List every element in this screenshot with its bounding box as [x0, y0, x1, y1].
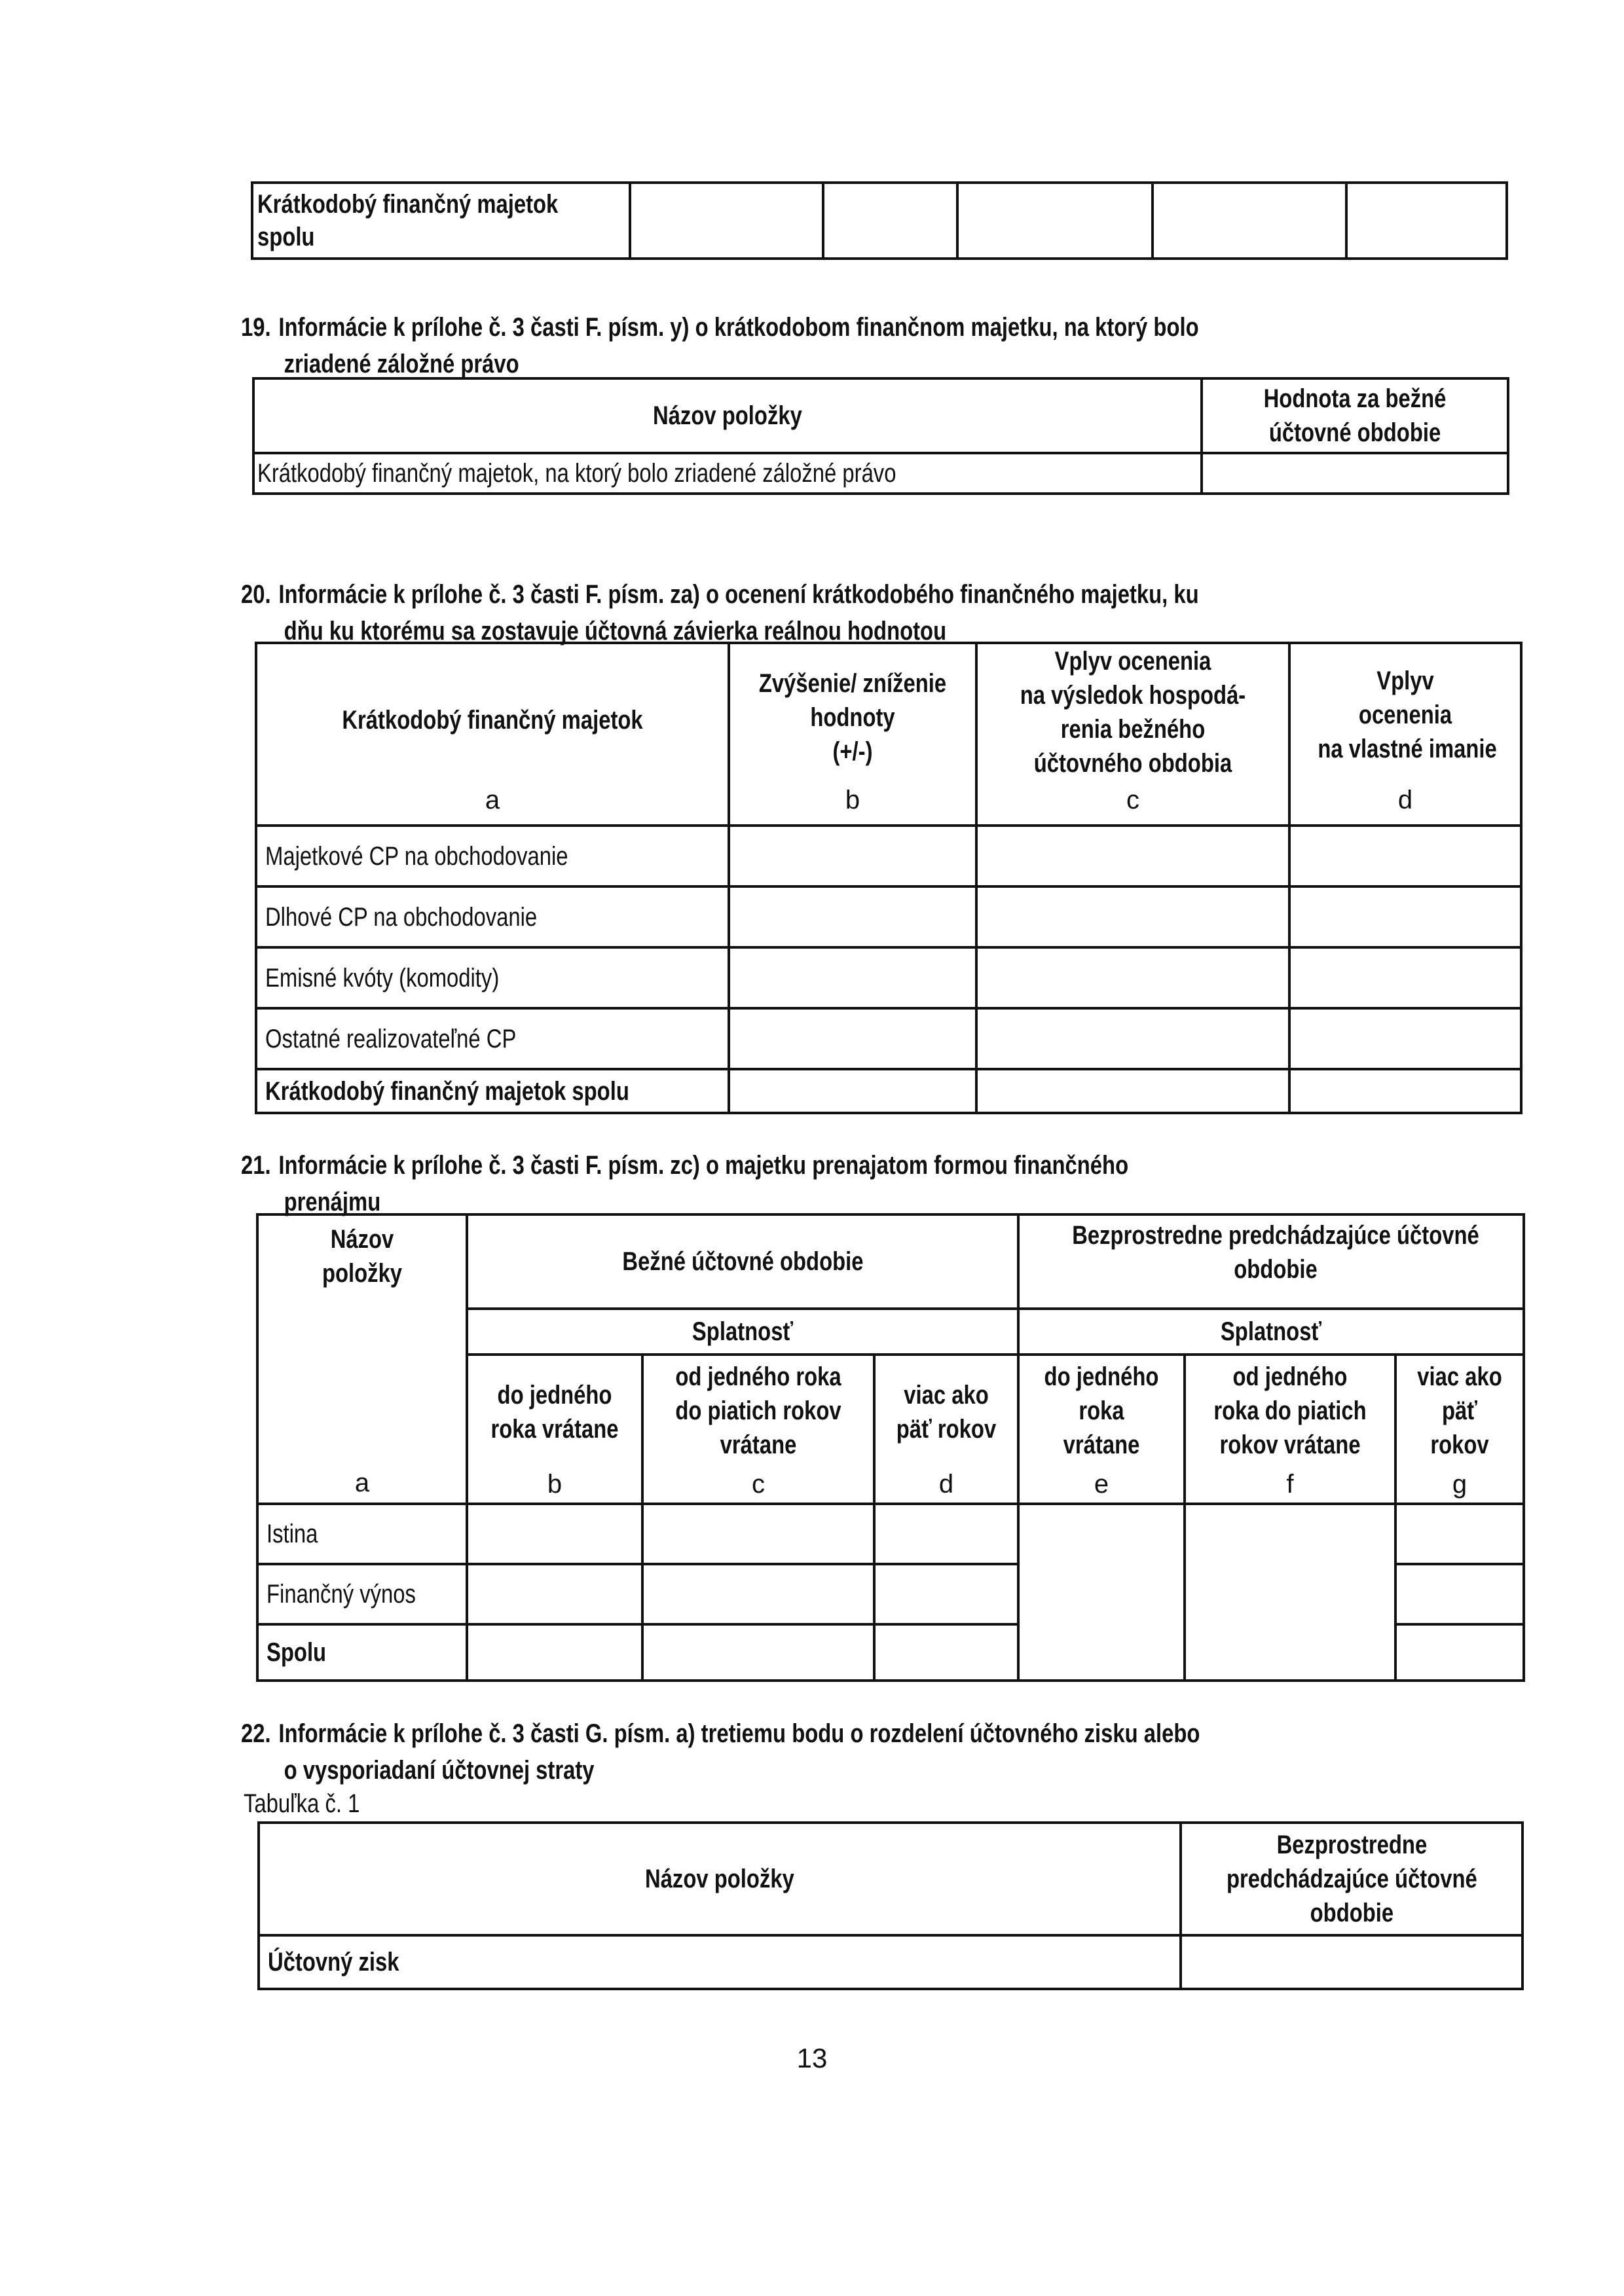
sub-col-e: do jedného roka vrátane e — [1018, 1355, 1185, 1504]
cell — [874, 1504, 1018, 1564]
cell — [729, 886, 976, 947]
cell — [642, 1564, 874, 1624]
cell — [1153, 183, 1346, 259]
cell — [976, 1008, 1289, 1069]
cell — [823, 183, 957, 259]
section-22-table — [257, 1821, 1524, 1990]
col-name-header: Názov položky — [259, 1823, 1181, 1935]
col-name-header: Názov položky — [253, 378, 1202, 453]
section-21-table — [256, 1213, 1525, 1682]
cell — [976, 947, 1289, 1008]
row-label: Dlhové CP na obchodovanie — [256, 886, 729, 947]
sub-col-f: od jedného roka do piatich rokov vrátane f — [1185, 1355, 1395, 1504]
sub-col-g: viac ako päť rokov g — [1395, 1355, 1524, 1504]
section-22-heading: 22. Informácie k prílohe č. 3 časti G. písm. a) tretiemu bodu o rozdelení účtovného zisku alebo o vysporiadaní účtovnej straty — [241, 1719, 1200, 1785]
col-value-header: Hodnota za bežné účtovné obdobie — [1202, 378, 1508, 453]
cell — [1289, 826, 1521, 886]
row-label: Účtovný zisk — [259, 1935, 1181, 1989]
row-label: Istina — [257, 1504, 467, 1564]
col-c-header: Vplyv ocenenia na výsledok hospodá- renia bežného účtovného obdobia c — [976, 643, 1289, 826]
sub-col-b: do jedného roka vrátane b — [467, 1355, 642, 1504]
cell — [729, 1069, 976, 1113]
cell — [976, 826, 1289, 886]
cell — [729, 1008, 976, 1069]
cell — [630, 183, 823, 259]
sub-col-c: od jedného roka do piatich rokov vrátane c — [642, 1355, 874, 1504]
section-20-heading: 20. Informácie k prílohe č. 3 časti F. písm. za) o ocenení krátkodobého finančného majetku, ku dňu ku ktorému sa zostavuje účtovná závierka reálnou hodnotou — [241, 580, 1199, 646]
row-label: Emisné kvóty (komodity) — [256, 947, 729, 1008]
sub-col-d: viac ako päť rokov d — [874, 1355, 1018, 1504]
cell — [642, 1504, 874, 1564]
cell — [976, 886, 1289, 947]
cell — [467, 1624, 642, 1681]
cell — [1289, 1069, 1521, 1113]
top-summary-table — [251, 181, 1508, 260]
row-label: Ostatné realizovateľné CP — [256, 1008, 729, 1069]
cell — [1395, 1624, 1524, 1681]
cell — [1185, 1504, 1395, 1681]
cell — [1181, 1935, 1522, 1989]
current-period-header: Bežné účtovné obdobie — [467, 1214, 1018, 1309]
col-value-header: Bezprostredne predchádzajúce účtovné obdobie — [1181, 1823, 1522, 1935]
cell — [729, 947, 976, 1008]
cell — [1289, 886, 1521, 947]
row-label: Majetkové CP na obchodovanie — [256, 826, 729, 886]
cell — [642, 1624, 874, 1681]
cell — [1018, 1504, 1185, 1681]
col-name-header: Názov položky a — [257, 1214, 467, 1504]
row-label: Krátkodobý finančný majetok, na ktorý bolo zriadené záložné právo — [253, 453, 1202, 494]
section-20-table — [255, 642, 1522, 1114]
table-label: Tabuľka č. 1 — [244, 1789, 360, 1818]
prev-period-header: Bezprostredne predchádzajúce účtovné obdobie — [1018, 1214, 1524, 1309]
cell — [874, 1564, 1018, 1624]
col-d-header: Vplyv ocenenia na vlastné imanie d — [1289, 643, 1521, 826]
maturity-header-current: Splatnosť — [467, 1309, 1018, 1355]
cell — [874, 1624, 1018, 1681]
cell — [976, 1069, 1289, 1113]
cell — [1289, 947, 1521, 1008]
cell — [1395, 1564, 1524, 1624]
col-b-header: Zvýšenie/ zníženie hodnoty (+/-) b — [729, 643, 976, 826]
cell — [467, 1564, 642, 1624]
maturity-header-prev: Splatnosť — [1018, 1309, 1524, 1355]
page-number: 13 — [796, 2043, 828, 2073]
total-row-label: Krátkodobý finančný majetok spolu — [256, 1069, 729, 1113]
section-19-table — [252, 377, 1509, 495]
row-label: Finančný výnos — [257, 1564, 467, 1624]
cell — [1289, 1008, 1521, 1069]
cell — [1395, 1504, 1524, 1564]
cell — [1346, 183, 1507, 259]
col-a-header: Krátkodobý finančný majetok a — [256, 643, 729, 826]
cell — [957, 183, 1153, 259]
cell — [729, 826, 976, 886]
top-summary-label: Krátkodobý finančný majetok spolu — [252, 183, 630, 259]
section-19-heading: 19. Informácie k prílohe č. 3 časti F. písm. y) o krátkodobom finančnom majetku, na ktorý bolo zriadené záložné právo — [241, 313, 1199, 378]
section-21-heading: 21. Informácie k prílohe č. 3 časti F. písm. zc) o majetku prenajatom formou finančného prenájmu — [241, 1151, 1129, 1216]
cell — [1202, 453, 1508, 494]
cell — [467, 1504, 642, 1564]
total-row-label: Spolu — [257, 1624, 467, 1681]
